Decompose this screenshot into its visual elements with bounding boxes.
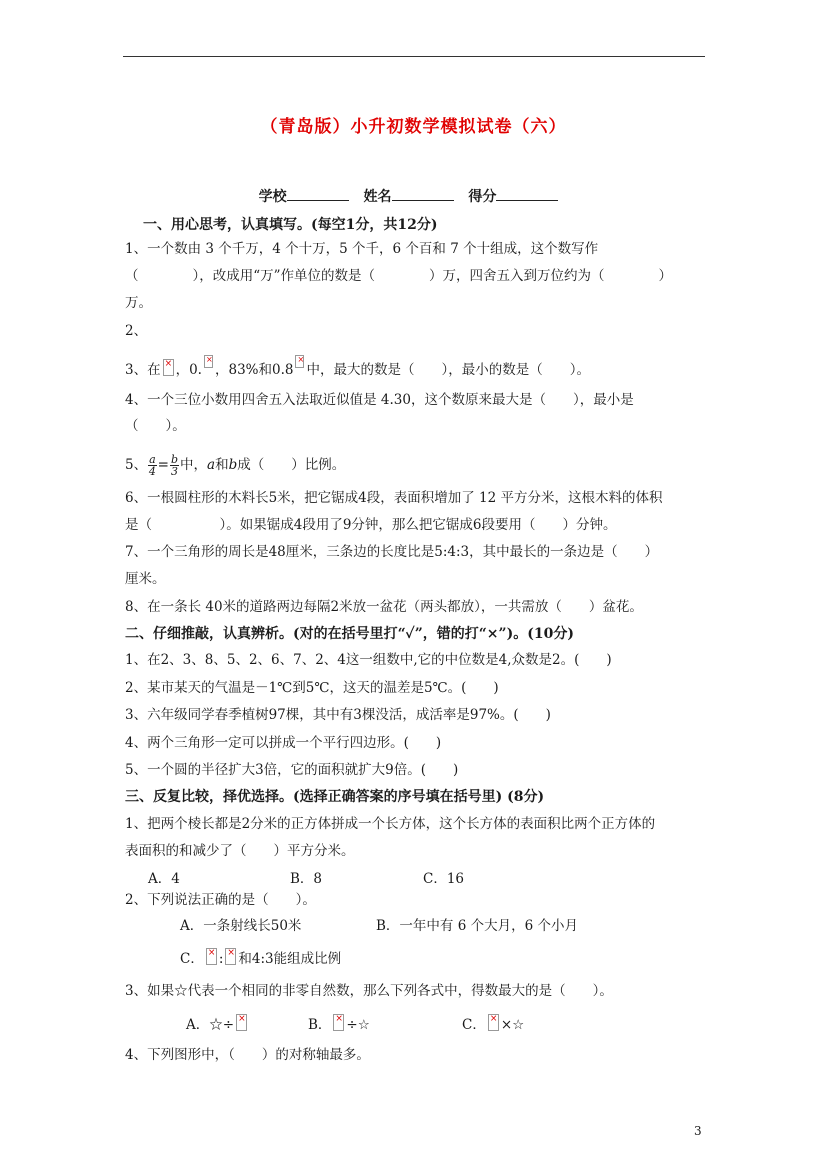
missing-image-icon: [163, 359, 174, 376]
fraction-denominator: 4: [148, 465, 156, 478]
school-label: 学校: [258, 189, 287, 205]
header-rule: [123, 56, 705, 57]
q1-3-text-b: ，0.: [175, 362, 202, 378]
option-c-text: ×☆: [500, 1017, 525, 1033]
q1-4-line1: 4、一个三位小数用四舍五入法取近似值是 4.30，这个数原来最大是（ ），最小是: [125, 392, 634, 408]
option-a-text: A．☆÷: [186, 1017, 235, 1033]
fraction-a-over-4: [148, 454, 157, 477]
q1-2: 2、: [125, 323, 148, 339]
q1-7-line2: 厘米。: [125, 571, 166, 587]
missing-image-icon: [488, 1014, 499, 1031]
student-info-line: [0, 186, 827, 206]
section-3-heading: 三、反复比较，择优选择。(选择正确答案的序号填在括号里) (8分): [125, 789, 545, 805]
score-blank[interactable]: [496, 188, 558, 201]
equals-sign: =: [157, 457, 169, 473]
q3-2: 2、下列说法正确的是（ ）。: [125, 892, 316, 908]
name-blank[interactable]: [392, 188, 454, 201]
option-c-label: C．: [462, 1017, 486, 1033]
option-b-label: B．: [308, 1017, 332, 1033]
q3-3: 3、如果☆代表一个相同的非零自然数，那么下列各式中，得数最大的是（ ）。: [125, 983, 613, 999]
colon: :: [218, 951, 224, 967]
q1-3: [125, 355, 590, 380]
q3-1-option-c: C．16: [423, 871, 465, 887]
q3-2-option-a: A．一条射线长50米: [180, 918, 302, 934]
section-2-heading: 二、仔细推敲，认真辨析。(对的在括号里打“✓”，错的打“×”)。(10分): [125, 626, 574, 642]
q3-1-option-b: B．8: [290, 871, 323, 887]
q2-3: 3、六年级同学春季植树97棵，其中有3棵没活，成活率是97%。( ): [125, 707, 551, 723]
page-title: （青岛版）小升初数学模拟试卷（六）: [260, 117, 567, 137]
q1-3-text-c: ，83%和0.8: [214, 362, 294, 378]
q1-1-line2: （ ），改成用“万”作单位的数是（ ）万，四舍五入到万位约为（ ）: [125, 268, 673, 284]
name-label: 姓名: [363, 189, 392, 205]
q1-6-line1: 6、一根圆柱形的木料长5米，把它锯成4段，表面积增加了 12 平方分米，这根木料的体积: [125, 490, 663, 506]
score-label: 得分: [468, 189, 497, 205]
page-number: 3: [694, 1124, 702, 1138]
option-b-text: ÷☆: [346, 1017, 370, 1033]
missing-image-icon: [333, 1014, 344, 1031]
q1-1-line1: 1、一个数由 3 个千万，4 个十万，5 个千，6 个百和 7 个十组成，这个数写作: [125, 241, 599, 257]
q3-3-option-b: [308, 1014, 370, 1035]
q1-8: 8、在一条长 40米的道路两边每隔2米放一盆花（两头都放），一共需放（ ）盆花。: [125, 599, 643, 615]
q1-3-text-a: 3、在: [125, 362, 161, 378]
q1-4-line2: （ ）。: [125, 418, 186, 434]
q2-4: 4、两个三角形一定可以拼成一个平行四边形。( ): [125, 735, 442, 751]
q1-5: [125, 454, 345, 477]
q2-2: 2、某市某天的气温是－1℃到5℃，这天的温差是5℃。( ): [125, 680, 499, 696]
q3-1-option-a: A．4: [148, 871, 180, 887]
q1-6-line2: 是（ ）。如果锯成4段用了9分钟，那么把它锯成6段要用（ ）分钟。: [125, 517, 617, 533]
missing-image-icon: [204, 355, 213, 368]
variable-b: b: [228, 457, 238, 473]
q3-2-option-b: B．一年中有 6 个大月，6 个小月: [376, 918, 578, 934]
missing-image-icon: [295, 355, 304, 368]
option-c-text: 和4:3能组成比例: [238, 951, 342, 967]
q1-7-line1: 7、一个三角形的周长是48厘米，三条边的长度比是5:4:3，其中最长的一条边是（ ）: [125, 544, 659, 560]
q1-1-line3: 万。: [125, 295, 152, 311]
q1-5-text-d: 和: [215, 457, 229, 473]
q2-1: 1、在2、3、8、5、2、6、7、2、4这一组数中,它的中位数是4,众数是2。( ): [125, 652, 612, 668]
section-1-heading: 一、用心思考，认真填写。(每空1分，共12分): [143, 217, 438, 233]
missing-image-icon: [225, 948, 236, 965]
variable-a: a: [207, 457, 216, 473]
q1-5-text-f: 成（ ）比例。: [237, 457, 346, 473]
school-blank[interactable]: [287, 188, 349, 201]
missing-image-icon: [236, 1014, 247, 1031]
q1-3-text-d: 中，最大的数是（ ），最小的数是（ ）。: [306, 362, 590, 378]
missing-image-icon: [206, 948, 217, 965]
q2-5: 5、一个圆的半径扩大3倍，它的面积就扩大9倍。( ): [125, 762, 459, 778]
fraction-b-over-3: [170, 454, 179, 477]
q1-5-text-b: 中，: [180, 457, 208, 473]
q3-1-line1: 1、把两个棱长都是2分米的正方体拼成一个长方体，这个长方体的表面积比两个正方体的: [125, 816, 656, 832]
q3-3-option-a: [186, 1014, 249, 1035]
fraction-numerator: b: [170, 453, 179, 466]
q3-4: 4、下列图形中，（ ）的对称轴最多。: [125, 1047, 370, 1063]
q3-1-line2: 表面积的和减少了（ ）平方分米。: [125, 843, 355, 859]
fraction-numerator: a: [149, 453, 156, 466]
q1-5-text-a: 5、: [125, 457, 148, 473]
q3-3-option-c: [462, 1014, 524, 1035]
fraction-denominator: 3: [170, 465, 178, 478]
option-c-label: C．: [180, 951, 204, 967]
q3-2-option-c: [180, 948, 341, 969]
